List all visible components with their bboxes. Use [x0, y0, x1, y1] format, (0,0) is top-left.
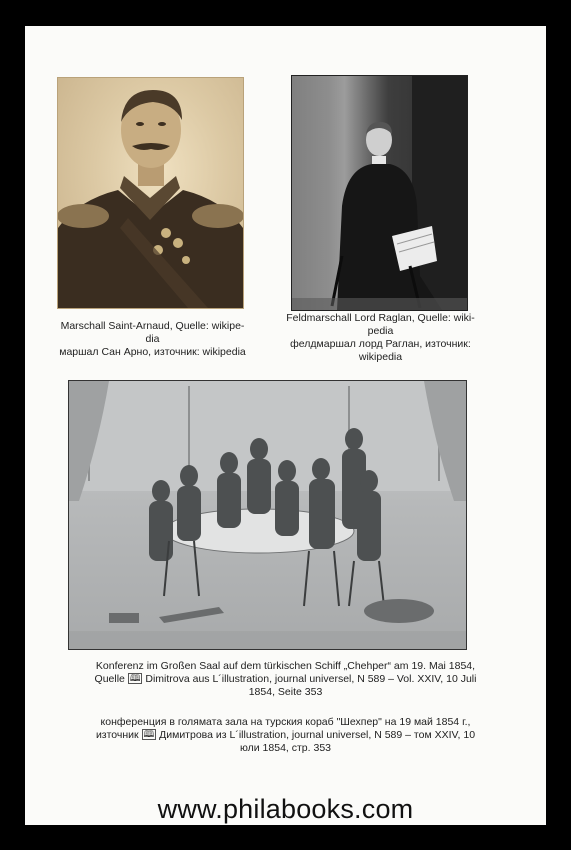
caption-bg-line: фелдмаршал лорд Раглан, източник:: [290, 338, 471, 350]
portrait-raglan-image: [291, 75, 468, 311]
caption-de-line: Marschall Saint-Arnaud, Quelle: wikipe-: [60, 320, 245, 332]
caption-de-line: pedia: [367, 325, 394, 337]
caption-bg-line: маршал Сан Арно, източник: wikipedia: [59, 346, 246, 358]
caption-conference-de: [45, 660, 526, 699]
caption-bg-line: юли 1854, стр. 353: [240, 742, 331, 754]
open-book-icon: 🕮: [129, 673, 141, 683]
portrait-saint-arnaud-image: [57, 77, 244, 309]
caption-de-line: 1854, Seite 353: [248, 686, 323, 698]
footer-url: www.philabooks.com: [157, 794, 414, 824]
caption-raglan: [273, 312, 488, 364]
conference-engraving-image: [68, 380, 467, 650]
caption-bg-line: конференция в голямата зала на турския кораб "Шехпер" на 19 май 1854 г.,: [100, 716, 471, 728]
caption-de-line: Feldmarschall Lord Raglan, Quelle: wiki-: [286, 312, 475, 324]
caption-saint-arnaud: [45, 320, 260, 359]
caption-de-line: Konferenz im Großen Saal auf dem türkischen Schiff „Chehper“ am 19. Mai 1854,: [95, 660, 476, 672]
caption-bg-line: wikipedia: [358, 351, 403, 363]
caption-de-line: Quelle 🕮 Dimitrova aus L´illustration, journal universel, N 589 – Vol. XXIV, 10 Juli: [94, 673, 477, 685]
page: [25, 26, 546, 825]
caption-conference-bg: [45, 716, 526, 755]
caption-bg-line: източник 🕮 Димитрова из L´illustration, journal universel, N 589 – том XXIV, 10: [95, 729, 476, 741]
caption-de-line: dia: [145, 333, 160, 345]
open-book-icon: 🕮: [143, 729, 155, 739]
